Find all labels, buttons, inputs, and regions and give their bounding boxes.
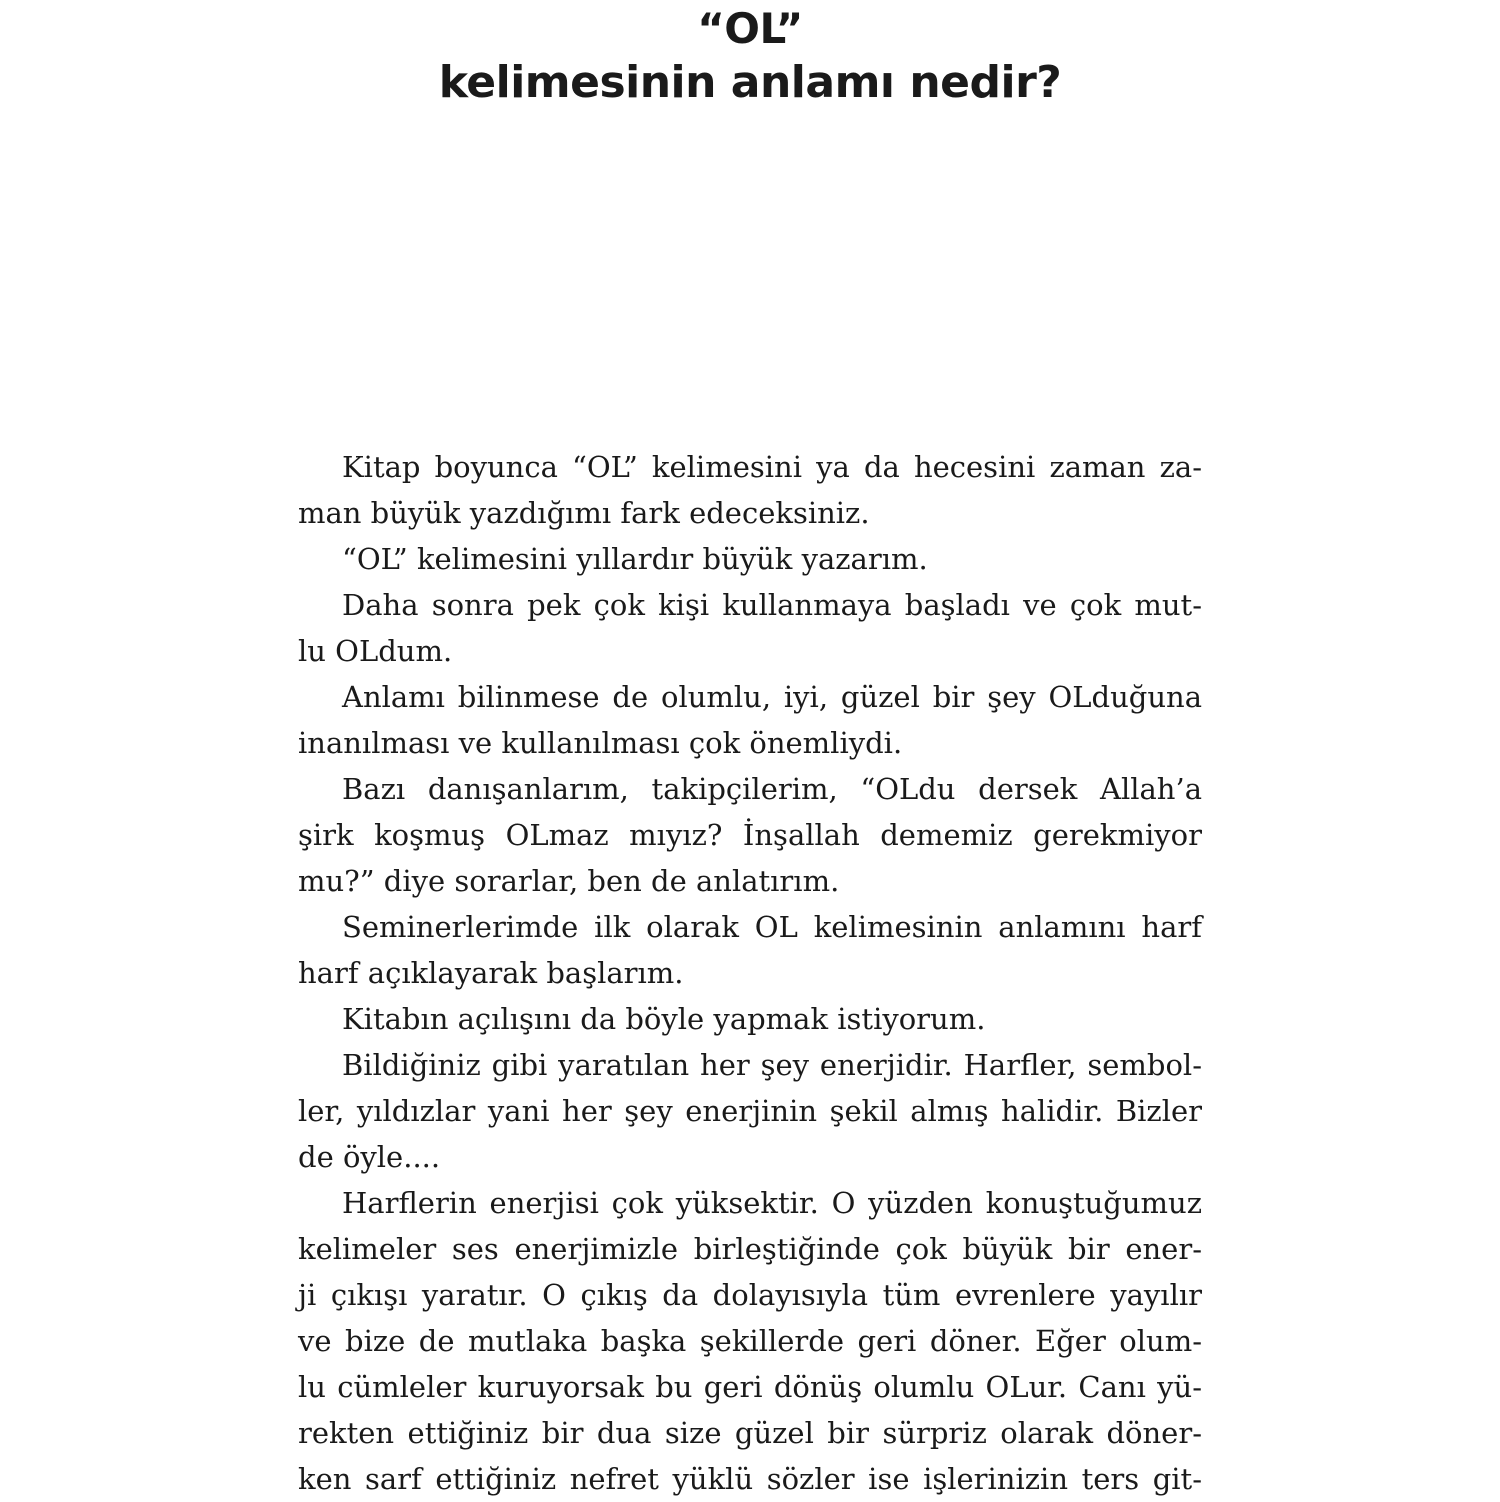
- text-line: Anlamı bilinmese de olumlu, iyi, güzel bir şey OLduğuna: [342, 680, 1202, 714]
- text-line: ji çıkışı yaratır. O çıkış da dolayısıyla tüm evrenlere yayılır: [298, 1278, 1202, 1312]
- text-line: şirk koşmuş OLmaz mıyız? İnşallah dememiz gerekmiyor: [298, 818, 1202, 852]
- text-line: rekten ettiğiniz bir dua size güzel bir sürpriz olarak döner-: [298, 1416, 1202, 1450]
- text-line: ve bize de mutlaka başka şekillerde geri döner. Eğer olum-: [298, 1324, 1202, 1358]
- text-line: “OL” kelimesini yıllardır büyük yazarım.: [342, 542, 928, 576]
- text-line: Bazı danışanlarım, takipçilerim, “OLdu dersek Allah’a: [342, 772, 1202, 806]
- text-line: ken sarf ettiğiniz nefret yüklü sözler ise işlerinizin ters git-: [298, 1462, 1202, 1496]
- text-line: Seminerlerimde ilk olarak OL kelimesinin anlamını harf: [342, 910, 1202, 944]
- text-line: Daha sonra pek çok kişi kullanmaya başladı ve çok mut-: [342, 588, 1202, 622]
- text-line: ler, yıldızlar yani her şey enerjinin şekil almış halidir. Bizler: [298, 1094, 1202, 1128]
- text-line: harf açıklayarak başlarım.: [298, 956, 684, 990]
- text-line: Bildiğiniz gibi yaratılan her şey enerjidir. Harfler, sembol-: [342, 1048, 1202, 1082]
- title-line-2: kelimesinin anlamı nedir?: [438, 57, 1062, 108]
- text-line: lu OLdum.: [298, 634, 453, 668]
- text-line: kelimeler ses enerjimizle birleştiğinde çok büyük bir ener-: [298, 1232, 1202, 1266]
- body-text: [298, 444, 1202, 1502]
- text-line: mu?” diye sorarlar, ben de anlatırım.: [298, 864, 840, 898]
- text-line: inanılması ve kullanılması çok önemliydi.: [298, 726, 903, 760]
- text-line: lu cümleler kuruyorsak bu geri dönüş olumlu OLur. Canı yü-: [298, 1370, 1202, 1404]
- text-line: man büyük yazdığımı fark edeceksiniz.: [298, 496, 870, 530]
- page-title: [0, 2, 1500, 110]
- text-line: de öyle....: [298, 1140, 441, 1174]
- title-line-1: “OL”: [697, 4, 803, 53]
- text-line: Kitap boyunca “OL” kelimesini ya da hecesini zaman za-: [342, 450, 1202, 484]
- text-line: Harflerin enerjisi çok yüksektir. O yüzden konuştuğumuz: [342, 1186, 1202, 1220]
- text-line: Kitabın açılışını da böyle yapmak istiyorum.: [342, 1002, 986, 1036]
